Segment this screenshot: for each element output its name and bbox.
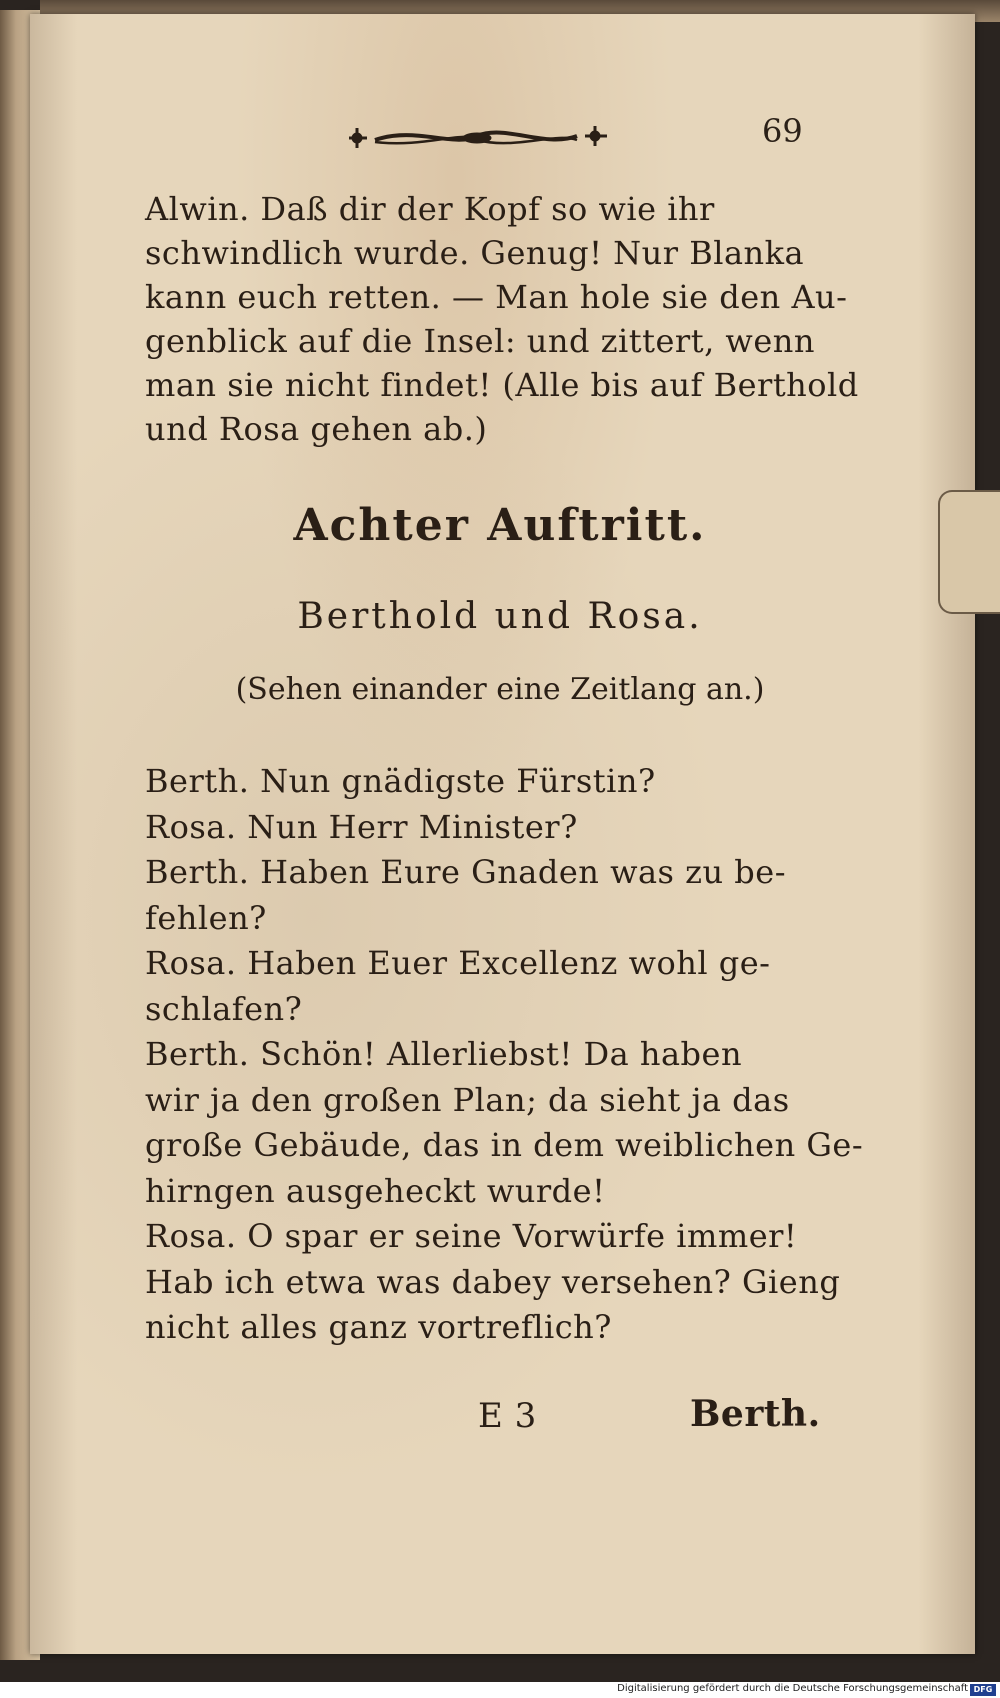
dialogue-line: nicht alles ganz vortreflich?: [145, 1308, 612, 1346]
text-line: genblick auf die Insel: und zittert, wenn: [145, 322, 815, 360]
dfg-logo: DFG: [970, 1684, 996, 1696]
signature-mark: E 3: [478, 1396, 537, 1436]
dialogue-line: Rosa. Haben Euer Excellenz wohl ge-: [145, 944, 771, 982]
text-line: kann euch retten. — Man hole sie den Au-: [145, 278, 848, 316]
page-number: 69: [762, 112, 803, 150]
dialogue-line: fehlen?: [145, 898, 267, 937]
dialogue-line: Berth. Haben Eure Gnaden was zu be-: [145, 853, 787, 891]
ornament-icon: [345, 118, 610, 158]
text-line: und Rosa gehen ab.): [145, 410, 488, 448]
dialogue-line: Hab ich etwa was dabey versehen? Gieng: [145, 1262, 841, 1301]
dialogue-line: hirngen ausgeheckt wurde!: [145, 1171, 606, 1210]
text-line: schwindlich wurde. Genug! Nur Blanka: [145, 234, 805, 272]
dialogue-line: Rosa. Nun Herr Minister?: [145, 807, 578, 846]
scene-title: Achter Auftritt.: [293, 500, 707, 551]
dialogue-line: Rosa. O spar er seine Vorwürfe immer!: [145, 1217, 798, 1255]
dialogue-line: schlafen?: [145, 989, 303, 1028]
stage-direction: (Sehen einander eine Zeitlang an.): [235, 672, 765, 707]
scene-characters: Berthold und Rosa.: [297, 596, 703, 637]
dialogue-line: Berth. Nun gnädigste Fürstin?: [145, 762, 656, 800]
dialogue-line: große Gebäude, das in dem weiblichen Ge-: [145, 1126, 864, 1164]
catchword: Berth.: [690, 1393, 821, 1435]
footer-credit: Digitalisierung gefördert durch die Deutsche Forschungsgemeinschaft: [617, 1683, 968, 1694]
dialogue-line: wir ja den großen Plan; da sieht ja das: [145, 1080, 790, 1119]
dialogue-line: Berth. Schön! Allerliebst! Da haben: [145, 1035, 743, 1073]
text-line: man sie nicht findet! (Alle bis auf Berthold: [145, 366, 859, 404]
text-line: Alwin. Daß dir der Kopf so wie ihr: [145, 190, 715, 228]
